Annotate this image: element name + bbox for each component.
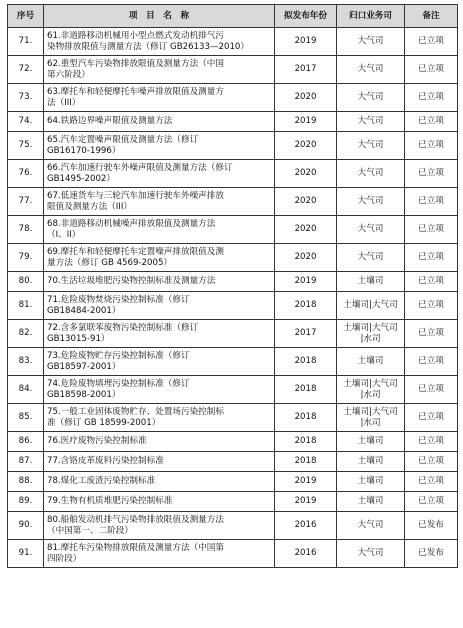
cell-item bbox=[44, 512, 275, 540]
cell-item bbox=[44, 472, 275, 492]
cell-dept-text: 大气司 bbox=[357, 116, 384, 126]
cell-dept-text: 大气司 bbox=[357, 224, 384, 234]
cell-no bbox=[8, 472, 44, 492]
cell-no bbox=[8, 452, 44, 472]
cell-no-text: 91. bbox=[18, 548, 33, 558]
cell-year-text: 2016 bbox=[294, 548, 317, 558]
cell-item-text: 69.摩托车和轻便摩托车定置噪声排放限值及测 量方法（修订 GB 4569-2005） bbox=[47, 246, 224, 268]
standards-table bbox=[7, 4, 458, 568]
cell-item bbox=[44, 292, 275, 320]
cell-dept bbox=[337, 348, 405, 376]
cell-dept-text: 土壤司 bbox=[357, 356, 384, 366]
table-row bbox=[8, 28, 458, 56]
cell-note bbox=[405, 540, 458, 568]
cell-dept bbox=[337, 112, 405, 132]
cell-dept bbox=[337, 512, 405, 540]
cell-no-text: 79. bbox=[18, 252, 33, 262]
cell-year-text: 2019 bbox=[294, 276, 317, 286]
cell-note-text: 已立项 bbox=[418, 252, 444, 262]
cell-item bbox=[44, 376, 275, 404]
cell-note-text: 已立项 bbox=[418, 168, 444, 178]
cell-note bbox=[405, 452, 458, 472]
table-row bbox=[8, 472, 458, 492]
cell-dept-text: 大气司 bbox=[357, 36, 384, 46]
cell-no bbox=[8, 404, 44, 432]
cell-year-text: 2018 bbox=[294, 436, 317, 446]
table-row bbox=[8, 512, 458, 540]
cell-year bbox=[275, 132, 337, 160]
cell-year-text: 2019 bbox=[294, 36, 317, 46]
cell-year bbox=[275, 56, 337, 84]
table-row bbox=[8, 540, 458, 568]
cell-dept-text: 大气司 bbox=[357, 196, 384, 206]
cell-no bbox=[8, 84, 44, 112]
cell-item bbox=[44, 132, 275, 160]
table-row bbox=[8, 292, 458, 320]
cell-no bbox=[8, 492, 44, 512]
cell-no bbox=[8, 348, 44, 376]
cell-item bbox=[44, 188, 275, 216]
cell-year-text: 2019 bbox=[294, 496, 317, 506]
table-body bbox=[8, 28, 458, 568]
header-no: 序号 bbox=[8, 5, 44, 28]
cell-item bbox=[44, 272, 275, 292]
cell-note bbox=[405, 188, 458, 216]
cell-dept-text: 土壤司 bbox=[357, 436, 384, 446]
cell-note-text: 已立项 bbox=[418, 300, 444, 310]
cell-dept bbox=[337, 188, 405, 216]
cell-note bbox=[405, 432, 458, 452]
cell-year bbox=[275, 112, 337, 132]
cell-note bbox=[405, 292, 458, 320]
cell-year bbox=[275, 160, 337, 188]
cell-note bbox=[405, 244, 458, 272]
cell-item-text: 81.摩托车污染物排放限值及测量方法（中国第 四阶段） bbox=[47, 542, 224, 564]
cell-item bbox=[44, 348, 275, 376]
cell-item-text: 62.重型汽车污染物排放限值及测量方法（中国 第六阶段） bbox=[47, 58, 224, 80]
cell-year bbox=[275, 432, 337, 452]
cell-year-text: 2016 bbox=[294, 520, 317, 530]
cell-note-text: 已立项 bbox=[418, 328, 444, 338]
cell-year bbox=[275, 216, 337, 244]
cell-no bbox=[8, 432, 44, 452]
cell-note bbox=[405, 56, 458, 84]
table-row bbox=[8, 84, 458, 112]
cell-item-text: 70.生活垃圾堆肥污染物控制标准及测量方法 bbox=[47, 276, 216, 286]
cell-no bbox=[8, 56, 44, 84]
cell-item-text: 78.煤化工废渣污染控制标准 bbox=[47, 476, 156, 486]
cell-dept bbox=[337, 216, 405, 244]
cell-no bbox=[8, 320, 44, 348]
cell-note-text: 已发布 bbox=[418, 548, 444, 558]
cell-item bbox=[44, 28, 275, 56]
cell-note bbox=[405, 84, 458, 112]
cell-dept bbox=[337, 28, 405, 56]
cell-item bbox=[44, 56, 275, 84]
cell-note bbox=[405, 404, 458, 432]
cell-dept-text: 土壤司 bbox=[357, 496, 384, 506]
cell-note-text: 已立项 bbox=[418, 116, 444, 126]
cell-item-text: 79.生物有机质堆肥污染控制标准 bbox=[47, 496, 173, 506]
standards-table-container bbox=[7, 4, 457, 568]
cell-no-text: 73. bbox=[18, 92, 33, 102]
header-dept: 归口业务司 bbox=[337, 5, 405, 28]
cell-year-text: 2018 bbox=[294, 456, 317, 466]
cell-item bbox=[44, 432, 275, 452]
table-row bbox=[8, 320, 458, 348]
cell-year-text: 2020 bbox=[294, 168, 317, 178]
cell-year bbox=[275, 28, 337, 56]
cell-no bbox=[8, 512, 44, 540]
cell-dept-text: 土壤司|大气司 |水司 bbox=[343, 406, 398, 428]
cell-year bbox=[275, 84, 337, 112]
cell-item bbox=[44, 244, 275, 272]
cell-dept-text: 土壤司 bbox=[357, 456, 384, 466]
cell-dept-text: 大气司 bbox=[357, 168, 384, 178]
cell-dept-text: 大气司 bbox=[357, 520, 384, 530]
cell-year bbox=[275, 540, 337, 568]
cell-no bbox=[8, 188, 44, 216]
table-row bbox=[8, 432, 458, 452]
cell-item-text: 61.非道路移动机械用小型点燃式发动机排气污 染物排放限值与测量方法（修订 GB26133—2010） bbox=[47, 30, 249, 52]
cell-no bbox=[8, 540, 44, 568]
cell-item-text: 72.含多氯联苯废物污染控制标准（修订 GB13015-91） bbox=[47, 322, 199, 344]
cell-dept bbox=[337, 292, 405, 320]
cell-dept-text: 大气司 bbox=[357, 92, 384, 102]
cell-year-text: 2018 bbox=[294, 412, 317, 422]
table-row bbox=[8, 216, 458, 244]
cell-no bbox=[8, 216, 44, 244]
cell-note-text: 已立项 bbox=[418, 224, 444, 234]
cell-item bbox=[44, 320, 275, 348]
table-row bbox=[8, 492, 458, 512]
cell-no-text: 85. bbox=[18, 412, 33, 422]
cell-no bbox=[8, 112, 44, 132]
cell-item bbox=[44, 404, 275, 432]
cell-dept-text: 土壤司|大气司 |水司 bbox=[343, 322, 398, 344]
cell-no-text: 82. bbox=[18, 328, 33, 338]
cell-year-text: 2020 bbox=[294, 196, 317, 206]
cell-year bbox=[275, 376, 337, 404]
table-row bbox=[8, 112, 458, 132]
cell-note-text: 已立项 bbox=[418, 476, 444, 486]
cell-no-text: 77. bbox=[18, 196, 33, 206]
cell-dept-text: 大气司 bbox=[357, 140, 384, 150]
cell-no-text: 78. bbox=[18, 224, 33, 234]
cell-dept-text: 大气司 bbox=[357, 64, 384, 74]
cell-note bbox=[405, 348, 458, 376]
cell-note-text: 已立项 bbox=[418, 196, 444, 206]
cell-year-text: 2018 bbox=[294, 356, 317, 366]
table-row bbox=[8, 376, 458, 404]
cell-no-text: 84. bbox=[18, 384, 33, 394]
cell-year-text: 2020 bbox=[294, 92, 317, 102]
cell-no-text: 75. bbox=[18, 140, 33, 150]
cell-item bbox=[44, 540, 275, 568]
cell-item-text: 65.汽车定置噪声限值及测量方法（修订 GB16170-1996） bbox=[47, 134, 199, 156]
cell-no bbox=[8, 160, 44, 188]
cell-year-text: 2019 bbox=[294, 476, 317, 486]
table-row bbox=[8, 244, 458, 272]
table-row bbox=[8, 452, 458, 472]
cell-year bbox=[275, 472, 337, 492]
cell-dept-text: 大气司 bbox=[357, 252, 384, 262]
cell-item-text: 74.危险废物填埋污染控制标准（修订 GB18598-2001） bbox=[47, 378, 190, 400]
cell-item bbox=[44, 492, 275, 512]
cell-no bbox=[8, 244, 44, 272]
cell-no-text: 81. bbox=[18, 300, 33, 310]
cell-note bbox=[405, 472, 458, 492]
cell-note-text: 已立项 bbox=[418, 140, 444, 150]
cell-year bbox=[275, 272, 337, 292]
cell-item-text: 75.一般工业固体废物贮存、处置场污染控制标 准（修订 GB 18599-2001） bbox=[47, 406, 224, 428]
table-row bbox=[8, 132, 458, 160]
cell-note-text: 已立项 bbox=[418, 36, 444, 46]
cell-dept bbox=[337, 376, 405, 404]
table-row bbox=[8, 272, 458, 292]
cell-no bbox=[8, 292, 44, 320]
cell-no-text: 80. bbox=[18, 276, 33, 286]
cell-note-text: 已立项 bbox=[418, 276, 444, 286]
cell-note bbox=[405, 112, 458, 132]
cell-item bbox=[44, 160, 275, 188]
cell-dept bbox=[337, 432, 405, 452]
cell-year bbox=[275, 320, 337, 348]
cell-no-text: 88. bbox=[18, 476, 33, 486]
cell-no-text: 74. bbox=[18, 116, 33, 126]
cell-item-text: 76.医疗废物污染控制标准 bbox=[47, 436, 147, 446]
cell-no-text: 86. bbox=[18, 436, 33, 446]
cell-item bbox=[44, 112, 275, 132]
cell-note-text: 已立项 bbox=[418, 412, 444, 422]
cell-no-text: 87. bbox=[18, 456, 33, 466]
table-row bbox=[8, 160, 458, 188]
cell-note bbox=[405, 132, 458, 160]
cell-item-text: 68.非道路移动机械噪声排放限值及测量方法 （I、II） bbox=[47, 218, 216, 240]
cell-year-text: 2020 bbox=[294, 252, 317, 262]
header-item: 项 目 名 称 bbox=[44, 5, 275, 28]
cell-year bbox=[275, 244, 337, 272]
cell-dept bbox=[337, 84, 405, 112]
cell-year bbox=[275, 492, 337, 512]
cell-dept bbox=[337, 452, 405, 472]
cell-no-text: 76. bbox=[18, 168, 33, 178]
cell-no bbox=[8, 132, 44, 160]
cell-no-text: 83. bbox=[18, 356, 33, 366]
cell-year-text: 2020 bbox=[294, 140, 317, 150]
table-row bbox=[8, 56, 458, 84]
cell-item-text: 64.铁路边界噪声限值及测量方法 bbox=[47, 116, 173, 126]
cell-item-text: 71.危险废物焚烧污染控制标准（修订 GB18484-2001） bbox=[47, 294, 190, 316]
cell-dept bbox=[337, 272, 405, 292]
cell-year-text: 2017 bbox=[294, 328, 317, 338]
cell-year bbox=[275, 188, 337, 216]
cell-note bbox=[405, 376, 458, 404]
cell-note bbox=[405, 320, 458, 348]
cell-note-text: 已立项 bbox=[418, 92, 444, 102]
cell-item-text: 80.船舶发动机排气污染物排放限值及测量方法 （中国第一、二阶段） bbox=[47, 514, 224, 536]
cell-dept-text: 土壤司|大气司 |水司 bbox=[343, 378, 398, 400]
header-year: 拟发布年份 bbox=[275, 5, 337, 28]
cell-dept bbox=[337, 132, 405, 160]
cell-note bbox=[405, 492, 458, 512]
cell-dept-text: 大气司 bbox=[357, 548, 384, 558]
cell-dept bbox=[337, 404, 405, 432]
cell-item-text: 66.汽车加速行驶车外噪声限值及测量方法（修订 GB1495-2002） bbox=[47, 162, 233, 184]
cell-dept bbox=[337, 320, 405, 348]
cell-note-text: 已立项 bbox=[418, 436, 444, 446]
cell-year bbox=[275, 452, 337, 472]
cell-item-text: 77.含铬皮革废料污染控制标准 bbox=[47, 456, 164, 466]
cell-dept bbox=[337, 56, 405, 84]
cell-no-text: 72. bbox=[18, 64, 33, 74]
cell-note-text: 已发布 bbox=[418, 520, 444, 530]
cell-dept bbox=[337, 540, 405, 568]
table-header-row bbox=[8, 5, 458, 28]
cell-no-text: 90. bbox=[18, 520, 33, 530]
cell-year-text: 2019 bbox=[294, 116, 317, 126]
cell-no bbox=[8, 376, 44, 404]
cell-year-text: 2018 bbox=[294, 300, 317, 310]
cell-note-text: 已立项 bbox=[418, 64, 444, 74]
cell-note-text: 已立项 bbox=[418, 384, 444, 394]
cell-note bbox=[405, 512, 458, 540]
cell-year bbox=[275, 404, 337, 432]
cell-year bbox=[275, 348, 337, 376]
cell-item-text: 73.危险废物贮存污染控制标准（修订 GB18597-2001） bbox=[47, 350, 190, 372]
header-note: 备注 bbox=[405, 5, 458, 28]
cell-no-text: 89. bbox=[18, 496, 33, 506]
cell-dept bbox=[337, 472, 405, 492]
cell-item-text: 67.低速货车与三轮汽车加速行驶车外噪声排放 限值及测量方法（III） bbox=[47, 190, 224, 212]
cell-note bbox=[405, 28, 458, 56]
cell-dept-text: 土壤司|大气司 bbox=[343, 300, 398, 310]
cell-year-text: 2017 bbox=[294, 64, 317, 74]
cell-year-text: 2020 bbox=[294, 224, 317, 234]
cell-dept bbox=[337, 244, 405, 272]
cell-note-text: 已立项 bbox=[418, 456, 444, 466]
cell-note-text: 已立项 bbox=[418, 356, 444, 366]
cell-dept-text: 土壤司 bbox=[357, 476, 384, 486]
cell-no bbox=[8, 28, 44, 56]
cell-item bbox=[44, 452, 275, 472]
cell-note-text: 已立项 bbox=[418, 496, 444, 506]
cell-dept bbox=[337, 160, 405, 188]
cell-dept-text: 土壤司 bbox=[357, 276, 384, 286]
cell-no bbox=[8, 272, 44, 292]
cell-year bbox=[275, 512, 337, 540]
cell-year bbox=[275, 292, 337, 320]
table-row bbox=[8, 404, 458, 432]
table-row bbox=[8, 348, 458, 376]
cell-dept bbox=[337, 492, 405, 512]
cell-note bbox=[405, 216, 458, 244]
cell-item bbox=[44, 84, 275, 112]
cell-note bbox=[405, 160, 458, 188]
cell-note bbox=[405, 272, 458, 292]
cell-no-text: 71. bbox=[18, 36, 33, 46]
cell-item bbox=[44, 216, 275, 244]
cell-item-text: 63.摩托车和轻便摩托车噪声排放限值及测量方 法（III） bbox=[47, 86, 224, 108]
table-row bbox=[8, 188, 458, 216]
cell-year-text: 2018 bbox=[294, 384, 317, 394]
